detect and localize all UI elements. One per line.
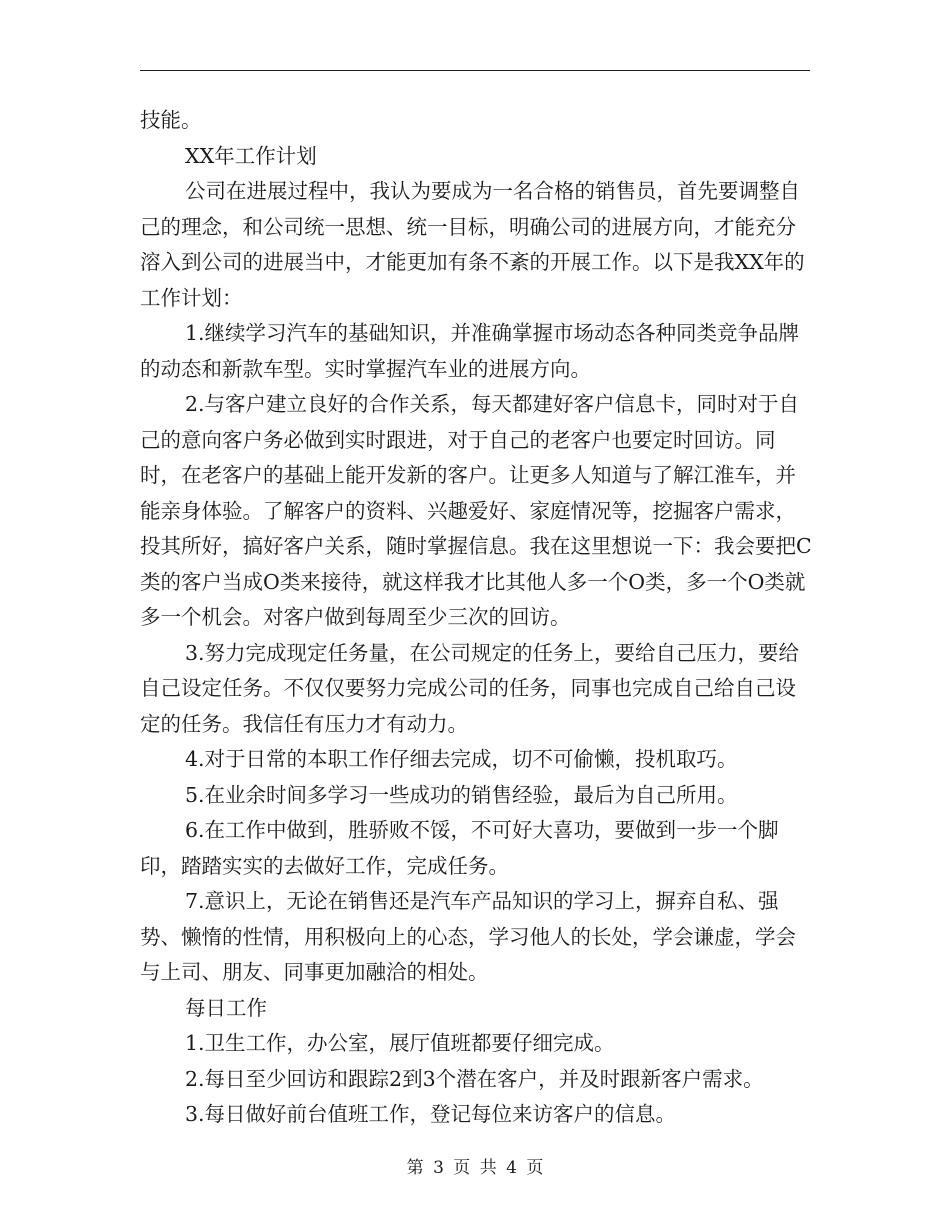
plan-item-1: 1.继续学习汽车的基础知识，并准确掌握市场动态各种同类竞争品牌的动态和新款车型。实时掌握汽车业的进展方向。 bbox=[140, 321, 800, 381]
plan-item-4: 4.对于日常的本职工作仔细去完成，切不可偷懒，投机取巧。 bbox=[185, 747, 738, 771]
daily-item-3: 3.每日做好前台值班工作，登记每位来访客户的信息。 bbox=[185, 1102, 677, 1126]
plan-item-6: 6.在工作中做到，胜骄败不馁，不可好大喜功，要做到一步一个脚印，踏踏实实的去做好工作，完成任务。 bbox=[140, 818, 779, 878]
plan-item-3: 3.努力完成现定任务量，在公司规定的任务上，要给自己压力，要给自己设定任务。不仅仅要努力完成公司的任务，同事也完成自己给自己设定的任务。我信任有压力才有动力。 bbox=[140, 640, 800, 736]
header-rule bbox=[140, 70, 810, 71]
daily-item-2: 2.每日至少回访和跟踪2到3个潜在客户，并及时跟新客户需求。 bbox=[185, 1066, 764, 1091]
paragraph: 技能。 bbox=[140, 108, 202, 132]
plan-item-5: 5.在业余时间多学习一些成功的销售经验，最后为自己所用。 bbox=[185, 782, 738, 807]
document-body bbox=[140, 103, 812, 1133]
paragraph-intro: 公司在进展过程中，我认为要成为一名合格的销售员，首先要调整自己的理念，和公司统一思想、统一目标，明确公司的进展方向，才能充分溶入到公司的进展当中，才能更加有条不紊的开展工作。以下是我XX年的工作计划： bbox=[140, 179, 805, 310]
section-heading-annual-plan: XX年工作计划 bbox=[185, 143, 317, 168]
plan-item-7: 7.意识上，无论在销售还是汽车产品知识的学习上，摒弃自私、强势、懒惰的性情，用积极向上的心态，学习他人的长处，学会谦虚，学会与上司、朋友、同事更加融洽的相处。 bbox=[140, 889, 796, 984]
section-heading-daily-work: 每日工作 bbox=[185, 995, 267, 1020]
plan-item-2: 2.与客户建立良好的合作关系，每天都建好客户信息卡，同时对于自己的意向客户务必做到实时跟进，对于自己的老客户也要定时回访。同时，在老客户的基础上能开发新的客户。让更多人知道与了解江淮车，并能亲身体验。了解客户的资料、兴趣爱好、家庭情况等，挖掘客户需求，投其所好，搞好客户关系，随时掌握信息。我在这里想说一下：我会要把C类的客户当成O类来接待，就这样我才比其他人多一个O类，多一个O类就多一个机会。对客户做到每周至少三次的回访。 bbox=[140, 392, 812, 629]
daily-item-1: 1.卫生工作，办公室，展厅值班都要仔细完成。 bbox=[185, 1031, 615, 1055]
page-number-footer: 第 3 页 共 4 页 bbox=[406, 1158, 544, 1178]
